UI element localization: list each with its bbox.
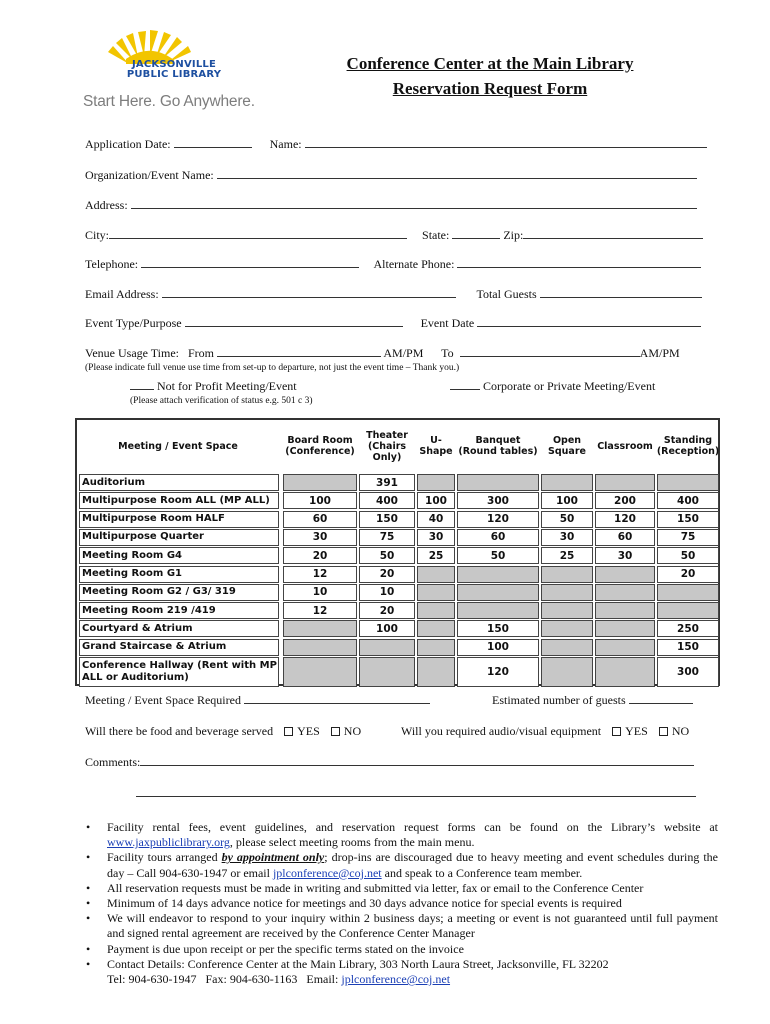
city-row: City: State: Zip: (85, 228, 703, 243)
list-item: • Facility tours arranged by appointment only; drop-ins are discouraged due to heavy meeting and event schedules during the day – Call 904-630-1947 or email jplconference@coj.net and speak to a Conference team member. (86, 850, 718, 880)
capacity-cell (657, 584, 719, 601)
capacity-cell: 150 (657, 511, 719, 528)
form-subtitle: Reservation Request Form (392, 79, 588, 98)
estimated-guests-field[interactable] (629, 693, 693, 704)
capacity-cell (359, 657, 415, 687)
capacity-cell (417, 584, 455, 601)
comments-field-2[interactable] (136, 786, 696, 797)
capacity-cell: 12 (283, 566, 357, 583)
capacity-cell (417, 620, 455, 637)
capacity-cell (457, 602, 539, 619)
capacity-cell: 300 (657, 657, 719, 687)
event-type-row: Event Type/Purpose Event Date (85, 316, 701, 331)
name-field[interactable] (305, 137, 707, 148)
capacity-cell (595, 474, 655, 491)
capacity-cell: 20 (359, 602, 415, 619)
capacity-cell: 20 (657, 566, 719, 583)
space-required-field[interactable] (244, 693, 430, 704)
row-label: Auditorium (79, 474, 279, 491)
row-label: Multipurpose Room HALF (79, 511, 279, 528)
capacity-cell (595, 602, 655, 619)
capacity-cell (283, 474, 357, 491)
capacity-cell (457, 566, 539, 583)
capacity-cell (283, 639, 357, 656)
capacity-cell (595, 620, 655, 637)
information-list (86, 820, 718, 987)
capacity-cell (595, 639, 655, 656)
from-time-field[interactable] (217, 346, 381, 357)
telephone-field[interactable] (141, 257, 359, 268)
capacity-cell: 10 (283, 584, 357, 601)
estimated-guests-row: Estimated number of guests (492, 693, 693, 708)
capacity-cell (541, 639, 593, 656)
capacity-cell: 120 (457, 657, 539, 687)
capacity-cell: 25 (417, 547, 455, 564)
capacity-cell (595, 657, 655, 687)
food-no-checkbox[interactable] (331, 727, 340, 736)
capacity-cell: 10 (359, 584, 415, 601)
logo-tagline: Start Here. Go Anywhere. (83, 93, 255, 110)
capacity-cell (541, 657, 593, 687)
comments-row: Comments: (85, 755, 694, 770)
capacity-cell (541, 602, 593, 619)
row-label: Multipurpose Room ALL (MP ALL) (79, 492, 279, 509)
comments-field[interactable] (140, 755, 694, 766)
food-yes-checkbox[interactable] (284, 727, 293, 736)
av-yes-checkbox[interactable] (612, 727, 621, 736)
comments-line-2 (136, 786, 696, 801)
capacity-cell: 200 (595, 492, 655, 509)
capacity-cell: 25 (541, 547, 593, 564)
capacity-cell: 60 (283, 511, 357, 528)
capacity-cell (657, 602, 719, 619)
list-item: • We will endeavor to respond to your inquiry within 2 business days; a meeting or event is not guaranteed until full payment and signed rental agreement are received by the Conference Center Manager (86, 911, 718, 941)
capacity-cell: 12 (283, 602, 357, 619)
capacity-cell (417, 566, 455, 583)
header-u-shape: U-Shape (419, 435, 453, 457)
header-standing: Standing (Reception) (656, 435, 720, 457)
form-title: Conference Center at the Main Library (346, 54, 634, 73)
email-row: Email Address: Total Guests (85, 287, 702, 302)
capacity-cell: 150 (457, 620, 539, 637)
capacity-cell: 150 (657, 639, 719, 656)
website-link[interactable]: www.jaxpubliclibrary.org (107, 835, 230, 850)
list-item: • Minimum of 14 days advance notice for meetings and 30 days advance notice for special events is required (86, 896, 718, 911)
capacity-cell: 100 (457, 639, 539, 656)
capacity-cell: 400 (359, 492, 415, 509)
capacity-cell: 391 (359, 474, 415, 491)
row-label: Grand Staircase & Atrium (79, 639, 279, 656)
attach-note: (Please attach verification of status e.g. 501 c 3) (130, 396, 313, 406)
row-label: Meeting Room G2 / G3/ 319 (79, 584, 279, 601)
capacity-cell: 120 (595, 511, 655, 528)
capacity-cell: 30 (541, 529, 593, 546)
capacity-cell (417, 474, 455, 491)
telephone-row: Telephone: Alternate Phone: (85, 257, 701, 272)
corporate-option: Corporate or Private Meeting/Event (450, 379, 655, 394)
capacity-cell (359, 639, 415, 656)
capacity-cell: 100 (283, 492, 357, 509)
space-required-row: Meeting / Event Space Required (85, 693, 430, 708)
capacity-cell (283, 620, 357, 637)
capacity-cell: 50 (457, 547, 539, 564)
capacity-cell (541, 474, 593, 491)
list-item: • Payment is due upon receipt or per the specific terms stated on the invoice (86, 942, 718, 957)
capacity-cell: 30 (595, 547, 655, 564)
total-guests-field[interactable] (540, 287, 702, 298)
header-banquet: Banquet (Round tables) (458, 435, 538, 457)
list-item: • All reservation requests must be made in writing and submitted via letter, fax or email to the Conference Center (86, 881, 718, 896)
capacity-cell (541, 584, 593, 601)
capacity-cell: 150 (359, 511, 415, 528)
capacity-cell (417, 657, 455, 687)
capacity-table (75, 418, 720, 686)
not-for-profit-option: Not for Profit Meeting/Event (130, 379, 297, 394)
capacity-cell: 30 (283, 529, 357, 546)
header-theater: Theater (Chairs Only) (366, 429, 408, 463)
organization-field[interactable] (217, 168, 697, 179)
email-field[interactable] (162, 287, 456, 298)
capacity-cell (595, 566, 655, 583)
header-classroom: Classroom (597, 440, 653, 452)
capacity-cell: 40 (417, 511, 455, 528)
capacity-cell: 50 (657, 547, 719, 564)
corporate-blank[interactable] (450, 379, 480, 390)
capacity-cell (417, 639, 455, 656)
row-label: Conference Hallway (Rent with MP ALL or Auditorium) (79, 657, 279, 687)
capacity-cell: 300 (457, 492, 539, 509)
row-label: Multipurpose Quarter (79, 529, 279, 546)
row-label: Meeting Room G4 (79, 547, 279, 564)
capacity-cell (283, 657, 357, 687)
capacity-cell (541, 620, 593, 637)
list-item: • Contact Details: Conference Center at the Main Library, 303 North Laura Street, Jacksonville, FL 32202 Tel: 904-630-1947 Fax: 904-630-1163 Email: jplconference@coj.net (86, 957, 718, 987)
capacity-cell: 60 (595, 529, 655, 546)
capacity-cell: 100 (541, 492, 593, 509)
contact-email-link[interactable]: jplconference@coj.net (341, 972, 451, 987)
food-question-row: Will there be food and beverage served YES NO (85, 724, 362, 738)
capacity-cell: 250 (657, 620, 719, 637)
capacity-cell (541, 566, 593, 583)
city-field[interactable] (109, 228, 407, 239)
logo-wordmark: JACKSONVILLE PUBLIC LIBRARY (126, 59, 222, 80)
capacity-cell (657, 474, 719, 491)
row-label: Courtyard & Atrium (79, 620, 279, 637)
av-no-checkbox[interactable] (659, 727, 668, 736)
header-board-room: Board Room (Conference) (285, 435, 355, 457)
application-date-row: Application Date: Name: (85, 137, 707, 152)
address-row: Address: (85, 198, 697, 213)
row-label: Meeting Room 219 /419 (79, 602, 279, 619)
state-field[interactable] (452, 228, 500, 239)
capacity-cell: 30 (417, 529, 455, 546)
capacity-cell: 50 (541, 511, 593, 528)
capacity-cell: 20 (283, 547, 357, 564)
capacity-cell: 20 (359, 566, 415, 583)
list-item: • Facility rental fees, event guidelines, and reservation request forms can be found on the Library’s website at www.jaxpubliclibrary.org, please select meeting rooms from the main menu. (86, 820, 718, 850)
to-time-field[interactable] (460, 346, 640, 357)
capacity-cell: 50 (359, 547, 415, 564)
organization-row: Organization/Event Name: (85, 168, 697, 183)
event-type-field[interactable] (185, 316, 403, 327)
capacity-cell: 400 (657, 492, 719, 509)
capacity-cell: 100 (417, 492, 455, 509)
zip-field[interactable] (523, 228, 703, 239)
event-date-field[interactable] (477, 316, 701, 327)
header-open-square: Open Square (548, 435, 586, 457)
capacity-cell: 100 (359, 620, 415, 637)
alternate-phone-field[interactable] (457, 257, 701, 268)
venue-note: (Please indicate full venue use time from set-up to departure, not just the event time – Thank you.) (85, 363, 460, 373)
capacity-cell: 75 (657, 529, 719, 546)
capacity-cell (457, 584, 539, 601)
av-question-row: Will you required audio/visual equipment YES NO (401, 724, 690, 738)
header-space: Meeting / Event Space (118, 440, 238, 452)
not-for-profit-blank[interactable] (130, 379, 154, 390)
capacity-cell: 75 (359, 529, 415, 546)
email-link[interactable]: jplconference@coj.net (272, 865, 382, 880)
capacity-cell (595, 584, 655, 601)
application-date-field[interactable] (174, 137, 252, 148)
row-label: Meeting Room G1 (79, 566, 279, 583)
address-field[interactable] (131, 198, 697, 209)
capacity-cell (417, 602, 455, 619)
capacity-cell: 120 (457, 511, 539, 528)
capacity-cell (457, 474, 539, 491)
capacity-cell: 60 (457, 529, 539, 546)
venue-usage-row: Venue Usage Time: From AM/PM To AM/PM (85, 346, 680, 360)
